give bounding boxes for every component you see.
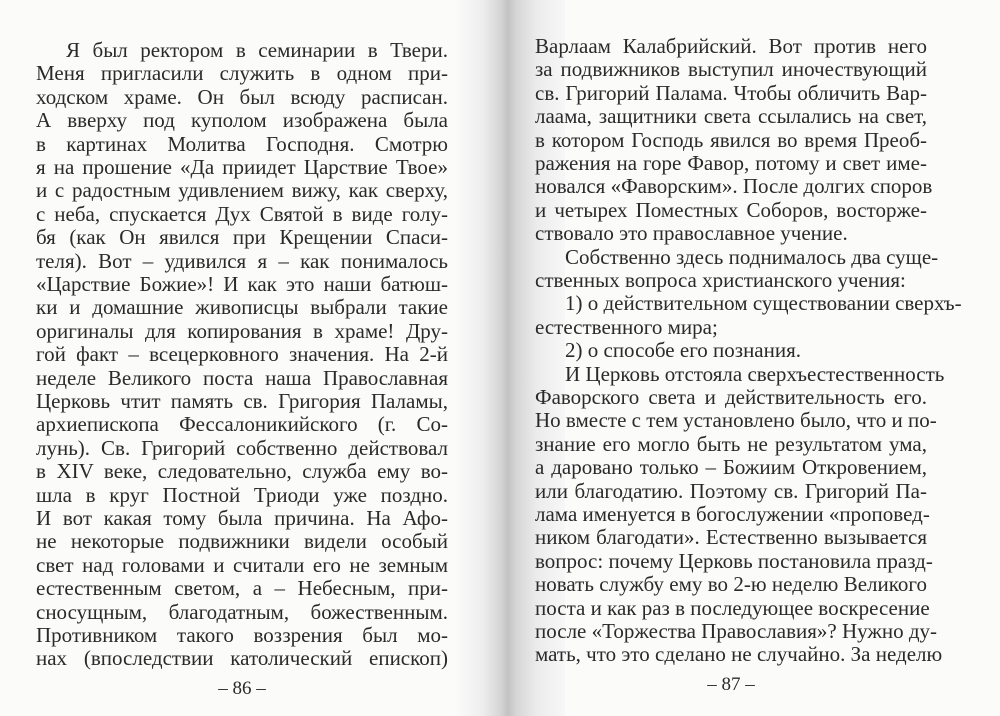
text-line: ствовало это православное учение.: [535, 221, 848, 246]
text-line: Церковь чтит память св. Григория Паламы,: [36, 389, 448, 413]
text-line: лаама, защитники света ссылались на свет,: [535, 104, 927, 129]
text-line: поста и как раз в последующее воскресение: [535, 595, 930, 620]
text-line: А вверху под куполом изображена была: [36, 108, 448, 133]
text-line: св. Григорий Палама. Чтобы обличить Вар-: [535, 80, 927, 105]
text-line: Но вместе с тем установлено было, что и по-: [535, 408, 937, 433]
text-line: «Царствие Божие»! И как это наши батюш-: [36, 272, 448, 296]
text-line: лама именуется в богослужении «проповед-: [535, 502, 930, 526]
text-line: в котором Господь явился во время Преоб-: [535, 127, 927, 152]
text-line: с неба, спускается Дух Святой в виде голу-: [36, 201, 448, 226]
text-line: и четырех Поместных Соборов, восторже-: [535, 197, 927, 222]
text-line: я на прошение «Да приидет Царствие Твое»: [36, 155, 448, 179]
text-line: ки и домашние живописцы выбрали такие: [36, 295, 448, 320]
text-line: неделе Великого поста наша Православная: [36, 365, 448, 390]
text-line: естественным светом, а – Небесным, при-: [36, 576, 448, 601]
text-line: мать, что это сделано не случайно. За неделю: [535, 642, 943, 667]
text-line: вопрос: почему Церковь постановила празд-: [535, 548, 933, 573]
text-line: 2) о способе его познания.: [565, 338, 802, 363]
text-line: а даровано только – Божиим Откровением,: [535, 455, 927, 480]
text-line: нах (впоследствии католический епископ): [36, 646, 448, 671]
text-line: лунь). Св. Григорий собственно действовал: [36, 435, 448, 460]
text-line: ражения на горе Фавор, потому и свет име-: [535, 151, 927, 175]
text-line: архиепископа Фессалоникийского (г. Со-: [36, 412, 448, 437]
text-line: ственных вопроса христианского учения:: [535, 268, 906, 292]
text-line: И Церковь отстояла сверхъестественность: [565, 361, 945, 386]
text-line: новать службу ему во 2-ю неделю Великого: [535, 572, 927, 597]
text-line: после «Торжества Православия»? Нужно ду-: [535, 619, 938, 643]
text-line: знание его могло быть не результатом ума,: [535, 431, 927, 456]
page-number: – 86 –: [218, 677, 266, 699]
text-line: в XIV веке, следовательно, служба ему во-: [36, 459, 448, 484]
text-line: Варлаам Калабрийский. Вот против него: [535, 34, 927, 58]
text-line: 1) о действительном существовании сверхъ-: [565, 291, 962, 316]
text-line: новался «Фаворским». После долгих споров: [535, 174, 933, 199]
text-line: Противником такого воззрения был мо-: [36, 623, 448, 647]
text-line: шла в круг Постной Триоди уже поздно.: [36, 482, 448, 507]
text-line: теля). Вот – удивился я – как понималось: [36, 248, 448, 273]
text-line: бя (как Он явился при Крещении Спаси-: [36, 225, 448, 250]
text-line: сносущным, благодатным, божественным.: [36, 599, 448, 624]
text-line: Меня пригласили служить в одном при-: [36, 61, 448, 86]
text-line: ником благодати». Естественно вызывается: [535, 525, 927, 550]
page-number: – 87 –: [707, 673, 755, 695]
right-page: [535, 0, 962, 716]
text-line: и с радостным удивлением вижу, как сверху,: [36, 178, 448, 203]
text-line: за подвижников выступил иночествующий: [535, 57, 927, 82]
text-line: Фаворского света и действительность его.: [535, 385, 927, 409]
text-line: оригиналы для копирования в храме! Дру-: [36, 318, 448, 343]
left-page: [36, 0, 448, 716]
text-line: Собственно здесь поднималось два суще-: [565, 244, 939, 269]
text-line: в картинах Молитва Господня. Смотрю: [36, 131, 448, 156]
text-line: И вот какая тому была причина. На Афо-: [36, 506, 448, 530]
text-line: свет над головами и считали его не земным: [36, 552, 448, 577]
text-line: или благодатию. Поэтому св. Григорий Па-: [535, 478, 927, 503]
text-line: не некоторые подвижники видели особый: [36, 529, 448, 554]
text-line: естественного мира;: [535, 314, 718, 339]
text-line: ходском храме. Он был всюду расписан.: [36, 84, 448, 109]
text-line: гой факт – всецерковного значения. На 2-й: [36, 342, 448, 367]
text-line: Я был ректором в семинарии в Твери.: [66, 38, 448, 62]
